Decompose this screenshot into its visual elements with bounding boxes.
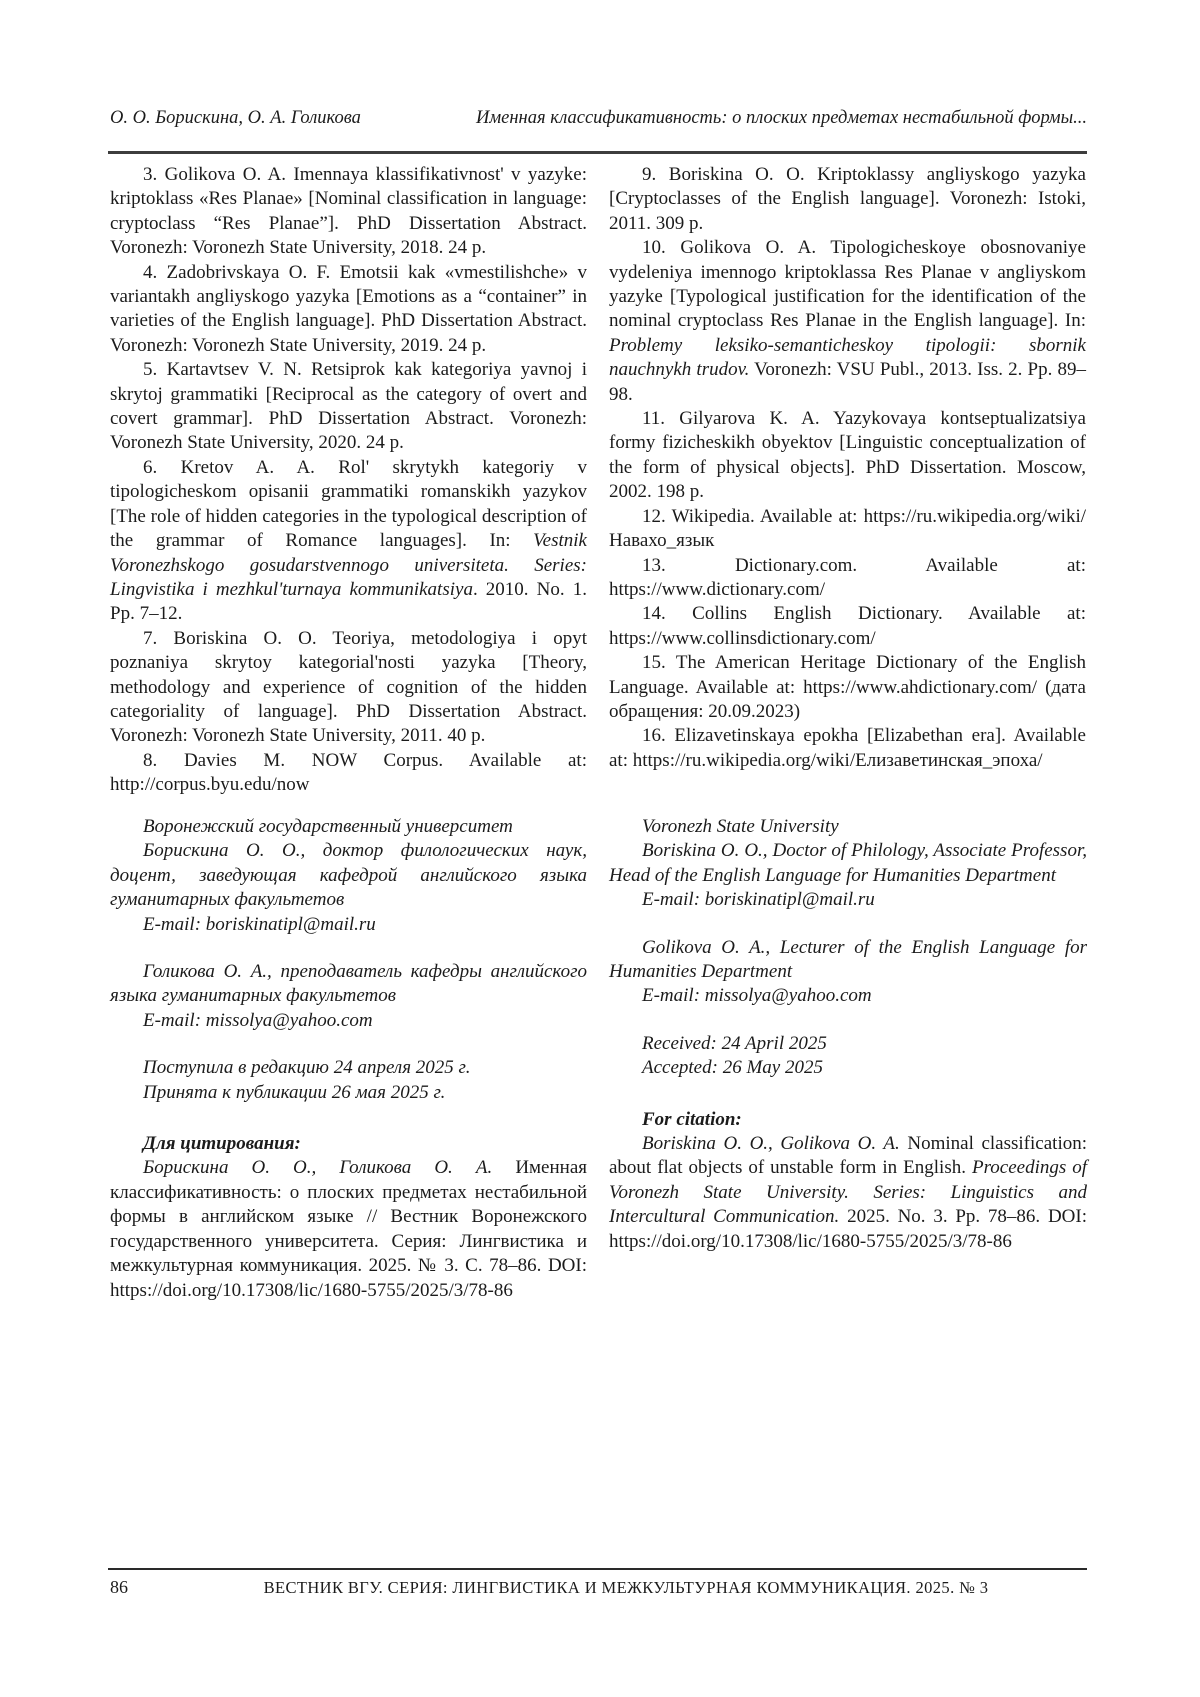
citation-segment: Именная классификативность: о плоских предметах нестабильной формы в английском языке // Вестник Воронежского государственного университета. Серия: Лингвистика и межкультурная коммуникация. 2025. № 3. С. 78–86. DOI: https://doi.org/10.17308/lic/1680-5755/2025/3/78-86 [110, 1157, 587, 1301]
citation-segment-italic: Boriskina O. O., Golikova O. A. [642, 1133, 908, 1155]
references-column-left [110, 163, 587, 798]
citation-segment: 7. Boriskina O. O. Teoriya, metodologiya i opyt poznaniya skrytoy kategorial'nosti yazyka [Theory, methodology and experience of cognition of the hidden categoriality of language]. PhD Dissertation Abstract. Voronezh: Voronezh State University, 2011. 40 p. [110, 627, 587, 747]
journal-title: ВЕСТНИК ВГУ. СЕРИЯ: ЛИНГВИСТИКА И МЕЖКУЛЬТУРНАЯ КОММУНИКАЦИЯ. 2025. № 3 [263, 1578, 989, 1597]
citation-segment-italic: Problemy leksiko-semanticheskoy tipologii: sbornik nauchnykh trudov. [609, 334, 1086, 381]
reference-item [609, 554, 1086, 603]
citation-label-en: For citation: [642, 1108, 742, 1130]
references-section [110, 163, 1087, 798]
author-info-en [609, 815, 1087, 1254]
running-head-title: Именная классификативность: о плоских предметах нестабильной формы... [475, 108, 1087, 128]
citation-segment: 8. Davies M. NOW Corpus. Available at: http://corpus.byu.edu/now [110, 749, 587, 796]
reference-item [609, 602, 1086, 651]
reference-item [110, 358, 587, 456]
reference-item [110, 261, 587, 359]
affiliation-en: Voronezh State University [642, 816, 839, 837]
reference-item [609, 651, 1086, 724]
author1-bio-ru: Борискина О. О., доктор филологических наук, доцент, заведующая кафедрой английского языка гуманитарных факультетов [110, 840, 587, 911]
citation-segment: 6. Kretov A. A. Rol' skrytykh kategoriy v tipologicheskom opisanii grammatiki romanskikh yazykov [The role of hidden categories in the typological description of the grammar of Romance languages]. In: [110, 456, 587, 552]
reference-item [110, 456, 587, 627]
citation-segment: Nominal classification: about flat objects of unstable form in English. [609, 1133, 1087, 1179]
running-head [110, 108, 1087, 129]
received-date-ru: Поступила в редакцию 24 апреля 2025 г. [143, 1057, 471, 1079]
author2-email-en: E-mail: missolya@yahoo.com [642, 985, 872, 1007]
reference-item [609, 724, 1086, 773]
page-number: 86 [110, 1577, 128, 1597]
citation-label-ru: Для цитирования: [143, 1133, 301, 1155]
author2-bio-ru: Голикова О. А., преподаватель кафедры английского языка гуманитарных факультетов [110, 961, 587, 1007]
accepted-date-en: Accepted: 26 May 2025 [642, 1057, 823, 1079]
citation-segment-italic: Vestnik Voronezhskogo gosudarstvennogo universiteta. Series: Lingvistika i mezhkul'turnaya kommunikatsiya [110, 530, 587, 600]
citation-segment: 10. Golikova O. A. Tipologicheskoye obosnovaniye vydeleniya imennogo kriptoklassa Res Planae v angliyskom yazyke [Typological justification for the identification of the nominal cryptoclass Res Planae in the English language]. In: [609, 237, 1086, 332]
reference-item [110, 163, 587, 261]
reference-item [609, 407, 1086, 505]
footer-rule [108, 1568, 1087, 1570]
citation-segment-italic: Proceedings of Voronezh State University. Series: Linguistics and Intercultural Communication. [609, 1157, 1088, 1228]
citation-text-en [609, 1132, 1087, 1254]
affiliation-ru: Воронежский государственный университет [143, 816, 513, 837]
citation-segment: 9. Boriskina O. O. Kriptoklassy angliyskogo yazyka [Cryptoclasses of the English language]. Voronezh: Istoki, 2011. 309 p. [609, 164, 1086, 234]
citation-segment: 4. Zadobrivskaya O. F. Emotsii kak «vmestilishche» v variantakh angliyskogo yazyka [Emotions as a “container” in varieties of the English language]. PhD Dissertation Abstract. Voronezh: Voronezh State University, 2019. 24 p. [110, 261, 587, 356]
header-rule [108, 151, 1087, 154]
footer [110, 1577, 1087, 1598]
citation-segment: . 2010. No. 1. Pp. 7–12. [110, 578, 587, 625]
reference-item [609, 236, 1086, 407]
running-head-authors: О. О. Борискина, О. А. Голикова [110, 108, 361, 128]
author2-bio-en: Golikova O. A., Lecturer of the English Language for Humanities Department [609, 936, 1087, 983]
reference-item [609, 163, 1086, 236]
reference-item [110, 749, 587, 798]
citation-text-ru [110, 1156, 587, 1302]
accepted-date-ru: Принята к публикации 26 мая 2025 г. [143, 1081, 446, 1103]
received-date-en: Received: 24 April 2025 [642, 1032, 827, 1054]
citation-segment: Voronezh: VSU Publ., 2013. Iss. 2. Pp. 89–98. [609, 359, 1086, 405]
citation-segment: 12. Wikipedia. Available at: https://ru.wikipedia.org/wiki/Навахо_язык [609, 505, 1086, 552]
reference-item [110, 627, 587, 749]
reference-item [609, 505, 1086, 554]
citation-segment: 11. Gilyarova K. A. Yazykovaya kontseptualizatsiya formy fizicheskikh obyektov [Linguistic conceptualization of the form of physical objects]. PhD Dissertation. Moscow, 2002. 198 p. [609, 408, 1086, 503]
citation-segment: 15. The American Heritage Dictionary of the English Language. Available at: https://www.ahdictionary.com/ (дата обращения: 20.09.2023) [609, 652, 1086, 722]
author1-email-en: E-mail: boriskinatipl@mail.ru [642, 889, 875, 911]
citation-segment: 5. Kartavtsev V. N. Retsiprok kak kategoriya yavnoj i skrytoj grammatiki [Reciprocal as the category of overt and covert grammar]. PhD Dissertation Abstract. Voronezh: Voronezh State University, 2020. 24 p. [110, 359, 587, 454]
references-column-right [609, 163, 1086, 798]
author2-email-ru: E-mail: missolya@yahoo.com [143, 1009, 373, 1031]
citation-segment: 13. Dictionary.com. Available at: https://www.dictionary.com/ [609, 554, 1086, 600]
author-info-ru [110, 815, 587, 1303]
citation-segment-italic: Борискина О. О., Голикова О. А. [143, 1157, 516, 1179]
citation-segment: 16. Elizavetinskaya epokha [Elizabethan era]. Available at: https://ru.wikipedia.org/wiki/Елизаветинская_эпоха/ [609, 725, 1086, 771]
author1-email-ru: E-mail: boriskinatipl@mail.ru [143, 913, 376, 935]
citation-segment: 2025. No. 3. Pp. 78–86. DOI: https://doi.org/10.17308/lic/1680-5755/2025/3/78-86 [609, 1206, 1087, 1252]
author1-bio-en: Boriskina O. O., Doctor of Philology, Associate Professor, Head of the English Language for Humanities Department [609, 840, 1087, 886]
citation-segment: 3. Golikova O. A. Imennaya klassifikativnost' v yazyke: kriptoklass «Res Planae» [Nominal classification in language: cryptoclass “Res Planae”]. PhD Dissertation Abstract. Voronezh: Voronezh State University, 2018. 24 p. [110, 164, 587, 259]
citation-segment: 14. Collins English Dictionary. Available at: https://www.collinsdictionary.com/ [609, 603, 1086, 649]
